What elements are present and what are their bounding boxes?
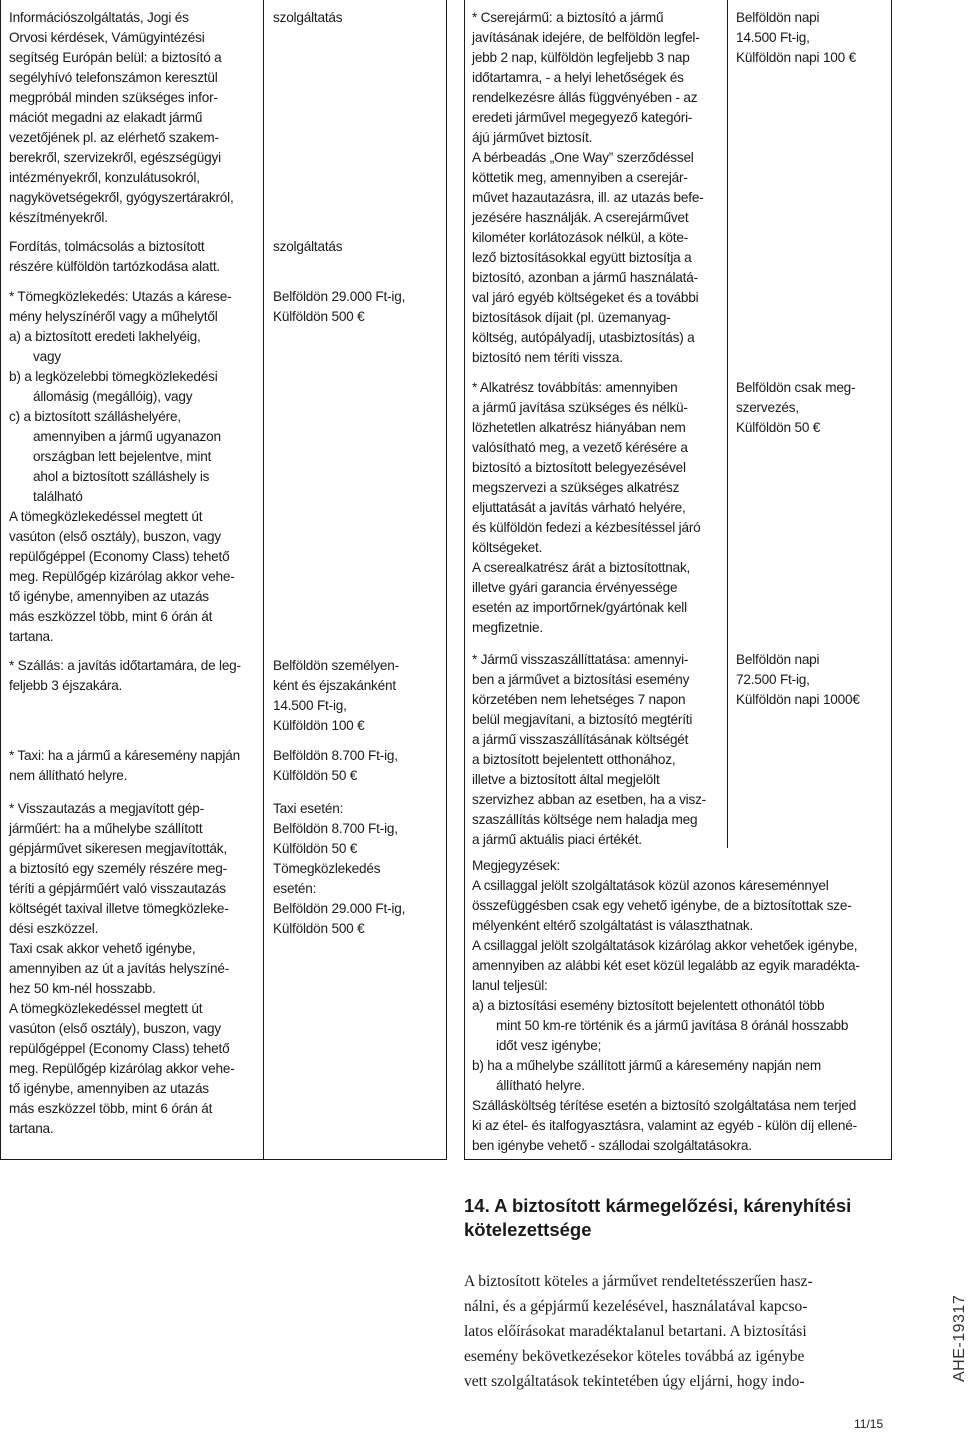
text-line: tő igénybe, amennyiben az utazás [9,589,209,604]
text-line: amennyiben a jármű ugyanazon [33,429,221,444]
text-line: a jármű javítása szükséges és nélkü- [472,400,688,415]
text-line: nem állítható helyre. [9,768,128,783]
text-line: javításának idejére, de belföldön legfel- [472,30,700,45]
amount-line: Belföldön csak meg- [736,380,856,395]
text-line: dési eszközzel. [9,921,99,936]
table-column-divider [464,0,465,1160]
amount-line: 72.500 Ft-ig, [736,672,810,687]
text-line: állomásig (megállóig), vagy [33,389,193,404]
notes-heading: Megjegyzések: [472,858,561,873]
text-line: Információszolgáltatás, Jogi és [9,10,189,25]
text-line: * Alkatrész továbbítás: amennyiben [472,380,678,395]
table-bottom-border [464,1159,892,1160]
body-line: esemény bekövetkezésekor köteles továbbá az igénybe [464,1348,805,1365]
text-line: Belföldön 8.700 Ft-ig, [273,821,398,836]
text-line: intézményekről, konzulátusokról, [9,170,200,185]
text-line: a jármű visszaszállításának költségét [472,732,689,747]
text-line: járműért: ha a műhelybe szállított [9,821,203,836]
text-line: rendelkezésre állás függvényében - az [472,90,698,105]
text-line: lanul teljesül: [472,978,548,993]
text-line: eljuttatását a javítás várható helyére, [472,500,686,515]
text-line: és külföldön fedezi a kézbesítéssel járó [472,520,701,535]
section-heading: 14. A biztosított kármegelőzési, kárenyhítési [464,1195,852,1216]
text-line: * Visszautazás a megjavított gép- [9,801,204,816]
text-line: repülőgéppel (Economy Class) tehető [9,1041,230,1056]
text-line: * Cserejármű: a biztosító a jármű [472,10,664,25]
text-line: költségét taxival illetve tömegközleke- [9,901,229,916]
table-column-divider [263,0,264,1160]
text-line: vasúton (első osztály), buszon, vagy [9,529,221,544]
text-line: állítható helyre. [496,1078,585,1093]
text-line: vezetőjének pl. az elérhető szakem- [9,130,219,145]
text-line: összefüggésben csak egy vehető igénybe, de a biztosítottak sze- [472,898,852,913]
text-line: részére külföldön tartózkodása alatt. [9,259,220,274]
text-line: * Jármű visszaszállíttatása: amennyi- [472,652,689,667]
text-line: segítség Európán belül: a biztosító a [9,50,222,65]
amount-line: Külföldön 50 € [736,420,821,435]
text-line: a) a biztosított eredeti lakhelyéig, [9,329,201,344]
text-line: Taxi esetén: [273,801,344,816]
text-line: valósítható meg, a vezető kérésére a [472,440,688,455]
text-line: lözhetetlen alkatrész hiányában nem [472,420,686,435]
text-line: biztosító a biztosított belegyezésével [472,460,686,475]
text-line: tartana. [9,629,54,644]
text-line: körzetében nem lehetséges 7 napon [472,692,686,707]
text-line: amennyiben az alábbi két eset közül legalább az egyik maradékta- [472,958,860,973]
text-line: szaszállítás költsége nem haladja meg [472,812,698,827]
text-line: Taxi csak akkor vehető igénybe, [9,941,196,956]
text-line: szervizhez abban az esetben, ha a visz- [472,792,707,807]
body-line: nálni, és a gépjármű kezelésével, használatával kapcso- [464,1298,808,1315]
text-line: ben a járművet a biztosítási esemény [472,672,690,687]
text-line: gépjárművet sikeresen megjavították, [9,841,227,856]
text-line: illetve gyári garancia érvényessége [472,580,678,595]
text-line: megszervezi a szükséges alkatrész [472,480,680,495]
text-line: b) a legközelebbi tömegközlekedési [9,369,218,384]
text-line: val járó egyéb költségeket és a további [472,290,699,305]
text-line: a biztosító egy személy részére meg- [9,861,227,876]
text-line: * Taxi: ha a jármű a káresemény napján [9,748,240,763]
text-line: Belföldön személyen- [273,658,399,673]
text-line: A cserealkatrész árát a biztosítottnak, [472,560,691,575]
text-line: A csillaggal jelölt szolgáltatások kizárólag akkor vehetőek igénybe, [472,938,858,953]
text-line: esetén: [273,881,317,896]
text-line: Külföldön 500 € [273,921,365,936]
page-number: 11/15 [854,1417,884,1431]
text-line: mációt megadni az elakadt jármű [9,110,203,125]
text-line: ahol a biztosított szálláshely is [33,469,210,484]
text-line: feljebb 3 éjszakára. [9,678,123,693]
text-line: amennyiben az út a javítás helyszíné- [9,961,230,976]
text-line: ként és éjszakánként [273,678,396,693]
text-line: megfizetnie. [472,620,543,635]
text-line: Belföldön 29.000 Ft-ig, [273,289,406,304]
text-line: Orvosi kérdések, Vámügyintézési [9,30,205,45]
text-line: Szállásköltség térítése esetén a biztosító szolgáltatása nem terjed [472,1098,857,1113]
text-line: kilométer korlátozások nélkül, a köte- [472,230,689,245]
text-line: esetén az importőrnek/gyártónak kell [472,600,687,615]
text-line: Tömegközlekedés [273,861,381,876]
text-line: Belföldön 29.000 Ft-ig, [273,901,406,916]
text-line: lező biztosításokkal együtt biztosítja a [472,250,692,265]
text-line: ájú járművet biztosít. [472,130,593,145]
text-line: köttetik meg, amennyiben a cserejár- [472,170,688,185]
text-line: időt vesz igénybe; [496,1038,602,1053]
text-line: eredeti járművel megegyező kategóri- [472,110,693,125]
text-line: * Tömegközlekedés: Utazás a kárese- [9,289,232,304]
text-line: belül megjavítani, a biztosító megtéríti [472,712,693,727]
text-line: Külföldön 100 € [273,718,365,733]
text-line: segélyhívó telefonszámon keresztül [9,70,218,85]
text-line: b) ha a műhelybe szállított jármű a káresemény napján nem [472,1058,822,1073]
text-line: költség, autópályadíj, utasbiztosítás) a [472,330,695,345]
text-line: tartana. [9,1121,54,1136]
text-line: ki az étel- és italfogyasztásra, valamint az egyéb - külön díj ellené- [472,1118,857,1133]
text-line: nagykövetségekről, gyógyszertárakról, [9,190,234,205]
text-line: készítményekről. [9,210,108,225]
text-line: található [33,489,83,504]
section-heading: kötelezettsége [464,1219,592,1240]
text-line: Fordítás, tolmácsolás a biztosított [9,239,205,254]
text-line: a biztosított bejelentett otthonához, [472,752,676,767]
text-line: tő igénybe, amennyiben az utazás [9,1081,209,1096]
table-bottom-border [0,1159,447,1160]
text-line: Külföldön 50 € [273,841,358,856]
document-id: AHE-19317 [951,1294,968,1382]
amount-line: Külföldön napi 100 € [736,50,856,65]
text-line: A bérbeadás „One Way” szerződéssel [472,150,694,165]
text-line: c) a biztosított szálláshelyére, [9,409,181,424]
text-line: * Szállás: a javítás időtartamára, de leg- [9,658,241,673]
table-column-divider [727,0,728,848]
text-line: meg. Repülőgép kizárólag akkor vehe- [9,569,235,584]
text-line: Külföldön 50 € [273,768,358,783]
text-line: költségeket. [472,540,543,555]
text-line: 14.500 Ft-ig, [273,698,347,713]
text-line: biztosító nem téríti vissza. [472,350,623,365]
table-right-border [891,0,892,1160]
text-line: megpróbál minden szükséges infor- [9,90,218,105]
text-line: A tömegközlekedéssel megtett út [9,1001,203,1016]
text-line: mint 50 km-re történik és a jármű javítása 8 óránál hosszabb [496,1018,849,1033]
amount-line: Belföldön napi [736,10,820,25]
body-line: latos előírásokat maradéktalanul betartani. A biztosítási [464,1323,807,1340]
text-line: a jármű aktuális piaci értékét. [472,832,642,847]
body-line: vett szolgáltatások tekintetében úgy eljárni, hogy indo- [464,1373,805,1390]
text-line: meg. Repülőgép kizárólag akkor vehe- [9,1061,235,1076]
text-line: más eszközzel több, mint 6 órán át [9,609,213,624]
text-line: jezésére használják. A cserejárművet [472,210,689,225]
text-line: mélyenként eltérő szolgáltatást is választhatnak. [472,918,754,933]
text-line: A csillaggal jelölt szolgáltatások közül azonos káreseménnyel [472,878,829,893]
text-line: jebb 2 nap, külföldön legfeljebb 3 nap [472,50,690,65]
text-line: mény helyszínéről vagy a műhelytől [9,309,218,324]
text-line: hez 50 km-nél hosszabb. [9,981,156,996]
text-line: A tömegközlekedéssel megtett út [9,509,203,524]
body-line: A biztosított köteles a járművet rendeltetésszerűen hasz- [464,1273,813,1290]
amount-line: Külföldön napi 1000€ [736,692,860,707]
amount-line: 14.500 Ft-ig, [736,30,810,45]
text-line: vasúton (első osztály), buszon, vagy [9,1021,221,1036]
text-line: biztosítások díjait (pl. üzemanyag- [472,310,671,325]
text-line: a) a biztosítási esemény biztosított bejelentett othonától több [472,998,825,1013]
text-line: országban lett bejelentve, mint [33,449,212,464]
text-line: szolgáltatás [273,10,343,25]
text-line: biztosító, azonban a jármű használatá- [472,270,698,285]
text-line: szolgáltatás [273,239,343,254]
text-line: időtartamra, - a helyi lehetőségek és [472,70,684,85]
table-column-divider [446,0,447,1160]
table-left-border [0,0,1,1160]
text-line: ben igénybe vehető - szállodai szolgáltatásokra. [472,1138,752,1153]
amount-line: Belföldön napi [736,652,820,667]
text-line: illetve a biztosított által megjelölt [472,772,660,787]
text-line: téríti a gépjárműért való visszautazás [9,881,226,896]
text-line: Belföldön 8.700 Ft-ig, [273,748,398,763]
text-line: művet hazautazásra, ill. az utazás befe- [472,190,704,205]
amount-line: szervezés, [736,400,799,415]
text-line: berekről, szervizekről, egészségügyi [9,150,221,165]
text-line: repülőgéppel (Economy Class) tehető [9,549,230,564]
text-line: más eszközzel több, mint 6 órán át [9,1101,213,1116]
text-line: vagy [33,349,61,364]
text-line: Külföldön 500 € [273,309,365,324]
